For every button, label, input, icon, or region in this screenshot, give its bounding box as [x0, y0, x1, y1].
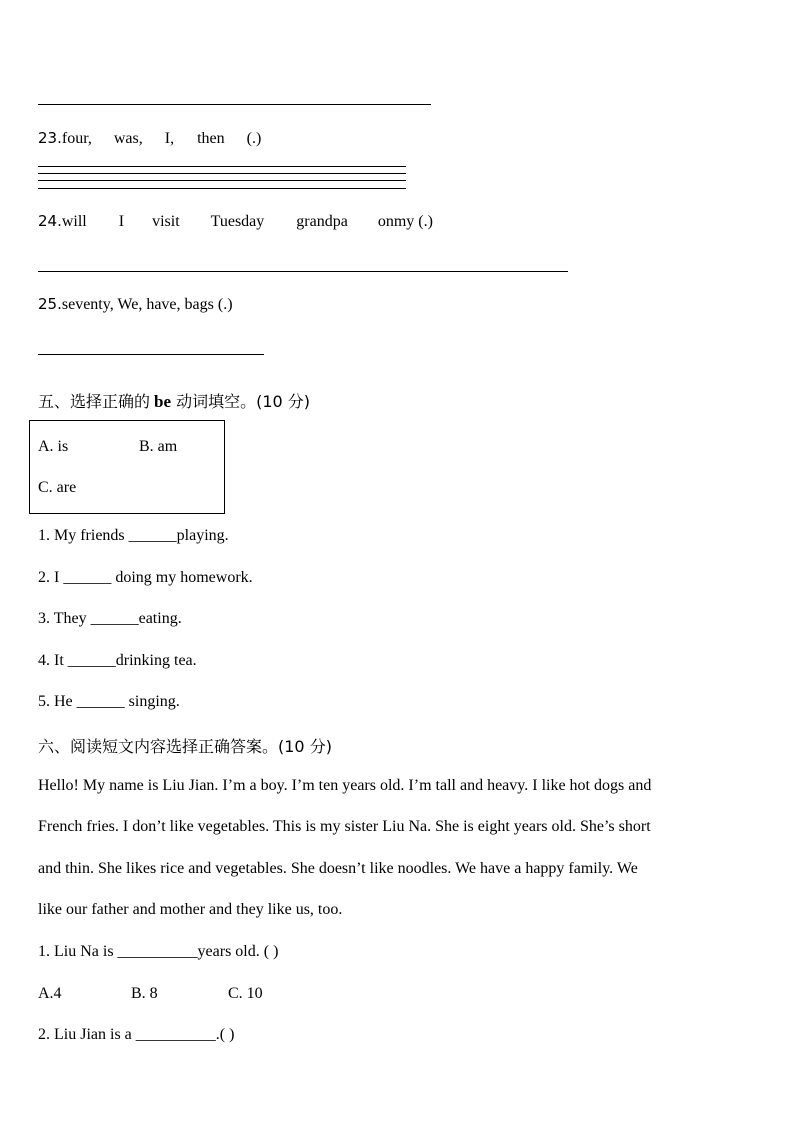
- reading-question-2: [38, 1026, 234, 1044]
- fill-item-2: [38, 569, 253, 587]
- answer-blank[interactable]: __________: [135, 1026, 216, 1043]
- item-text: playing.: [176, 527, 229, 544]
- passage-line-3: and thin. She likes rice and vegetables. She doesn’t like noodles. We have a happy family. We: [38, 860, 638, 877]
- answer-line-23c: [38, 180, 406, 181]
- option-a: A. is: [38, 438, 69, 455]
- word: was,: [113, 130, 143, 147]
- word: will: [61, 213, 87, 230]
- title-text: 五、选择正确的: [38, 392, 151, 411]
- section-5-title: [38, 389, 310, 412]
- answer-blank[interactable]: ______: [128, 527, 177, 544]
- option-c: C. are: [38, 479, 77, 496]
- item-text: doing my homework.: [111, 569, 253, 586]
- question-number: 23.: [38, 129, 62, 147]
- word: Tuesday: [210, 213, 265, 230]
- reading-option-a: A.4: [38, 985, 62, 1002]
- answer-line-24: [38, 271, 568, 272]
- reading-option-b: B. 8: [131, 985, 158, 1002]
- answer-line-23a: [38, 166, 406, 167]
- question-23: [38, 129, 261, 148]
- question-text: 1. Liu Na is: [38, 943, 118, 960]
- question-24: [38, 212, 433, 231]
- passage-line-1: Hello! My name is Liu Jian. I’m a boy. I’m ten years old. I’m tall and heavy. I like hot dogs and: [38, 777, 652, 794]
- question-number: 25.: [38, 295, 62, 313]
- fill-item-3: [38, 610, 182, 628]
- answer-line-22: [38, 104, 431, 105]
- question-text: 2. Liu Jian is a: [38, 1026, 136, 1043]
- question-text: .( ): [215, 1026, 235, 1043]
- answer-blank[interactable]: ______: [90, 610, 139, 627]
- reading-option-c: C. 10: [228, 985, 263, 1002]
- answer-line-23b: [38, 173, 406, 174]
- question-number: 24.: [38, 212, 62, 230]
- item-text: 5. He: [38, 693, 77, 710]
- answer-blank[interactable]: ______: [63, 569, 112, 586]
- answer-line-23d: [38, 188, 406, 189]
- item-text: 2. I: [38, 569, 64, 586]
- answer-blank[interactable]: ______: [76, 693, 125, 710]
- option-b: B. am: [139, 438, 178, 455]
- passage-line-4: like our father and mother and they like us, too.: [38, 901, 343, 918]
- word: grandpa: [296, 213, 348, 230]
- answer-line-25: [38, 354, 264, 355]
- title-text: 动词填空。(10 分): [171, 392, 311, 411]
- word: I,: [164, 130, 175, 147]
- question-text: seventy, We, have, bags (.): [61, 296, 233, 313]
- fill-item-5: [38, 693, 180, 711]
- word: four,: [61, 130, 92, 147]
- passage-line-2: French fries. I don’t like vegetables. This is my sister Liu Na. She is eight years old. She’s short: [38, 818, 651, 835]
- answer-blank[interactable]: __________: [117, 943, 198, 960]
- fill-item-4: [38, 652, 197, 670]
- question-text: years old. ( ): [197, 943, 279, 960]
- reading-question-1: [38, 943, 278, 961]
- word: onmy (.): [377, 213, 433, 230]
- fill-item-1: [38, 527, 229, 545]
- item-text: eating.: [138, 610, 182, 627]
- title-be: be: [154, 392, 172, 411]
- question-25: [38, 295, 233, 314]
- options-box: [29, 420, 225, 514]
- item-text: drinking tea.: [115, 652, 197, 669]
- item-text: 1. My friends: [38, 527, 129, 544]
- word: I: [118, 213, 125, 230]
- item-text: 4. It: [38, 652, 68, 669]
- answer-blank[interactable]: ______: [67, 652, 116, 669]
- item-text: singing.: [124, 693, 180, 710]
- item-text: 3. They: [38, 610, 91, 627]
- word: (.): [246, 130, 262, 147]
- word: visit: [152, 213, 180, 230]
- section-6-title: 六、阅读短文内容选择正确答案。(10 分): [38, 737, 332, 756]
- word: then: [197, 130, 225, 147]
